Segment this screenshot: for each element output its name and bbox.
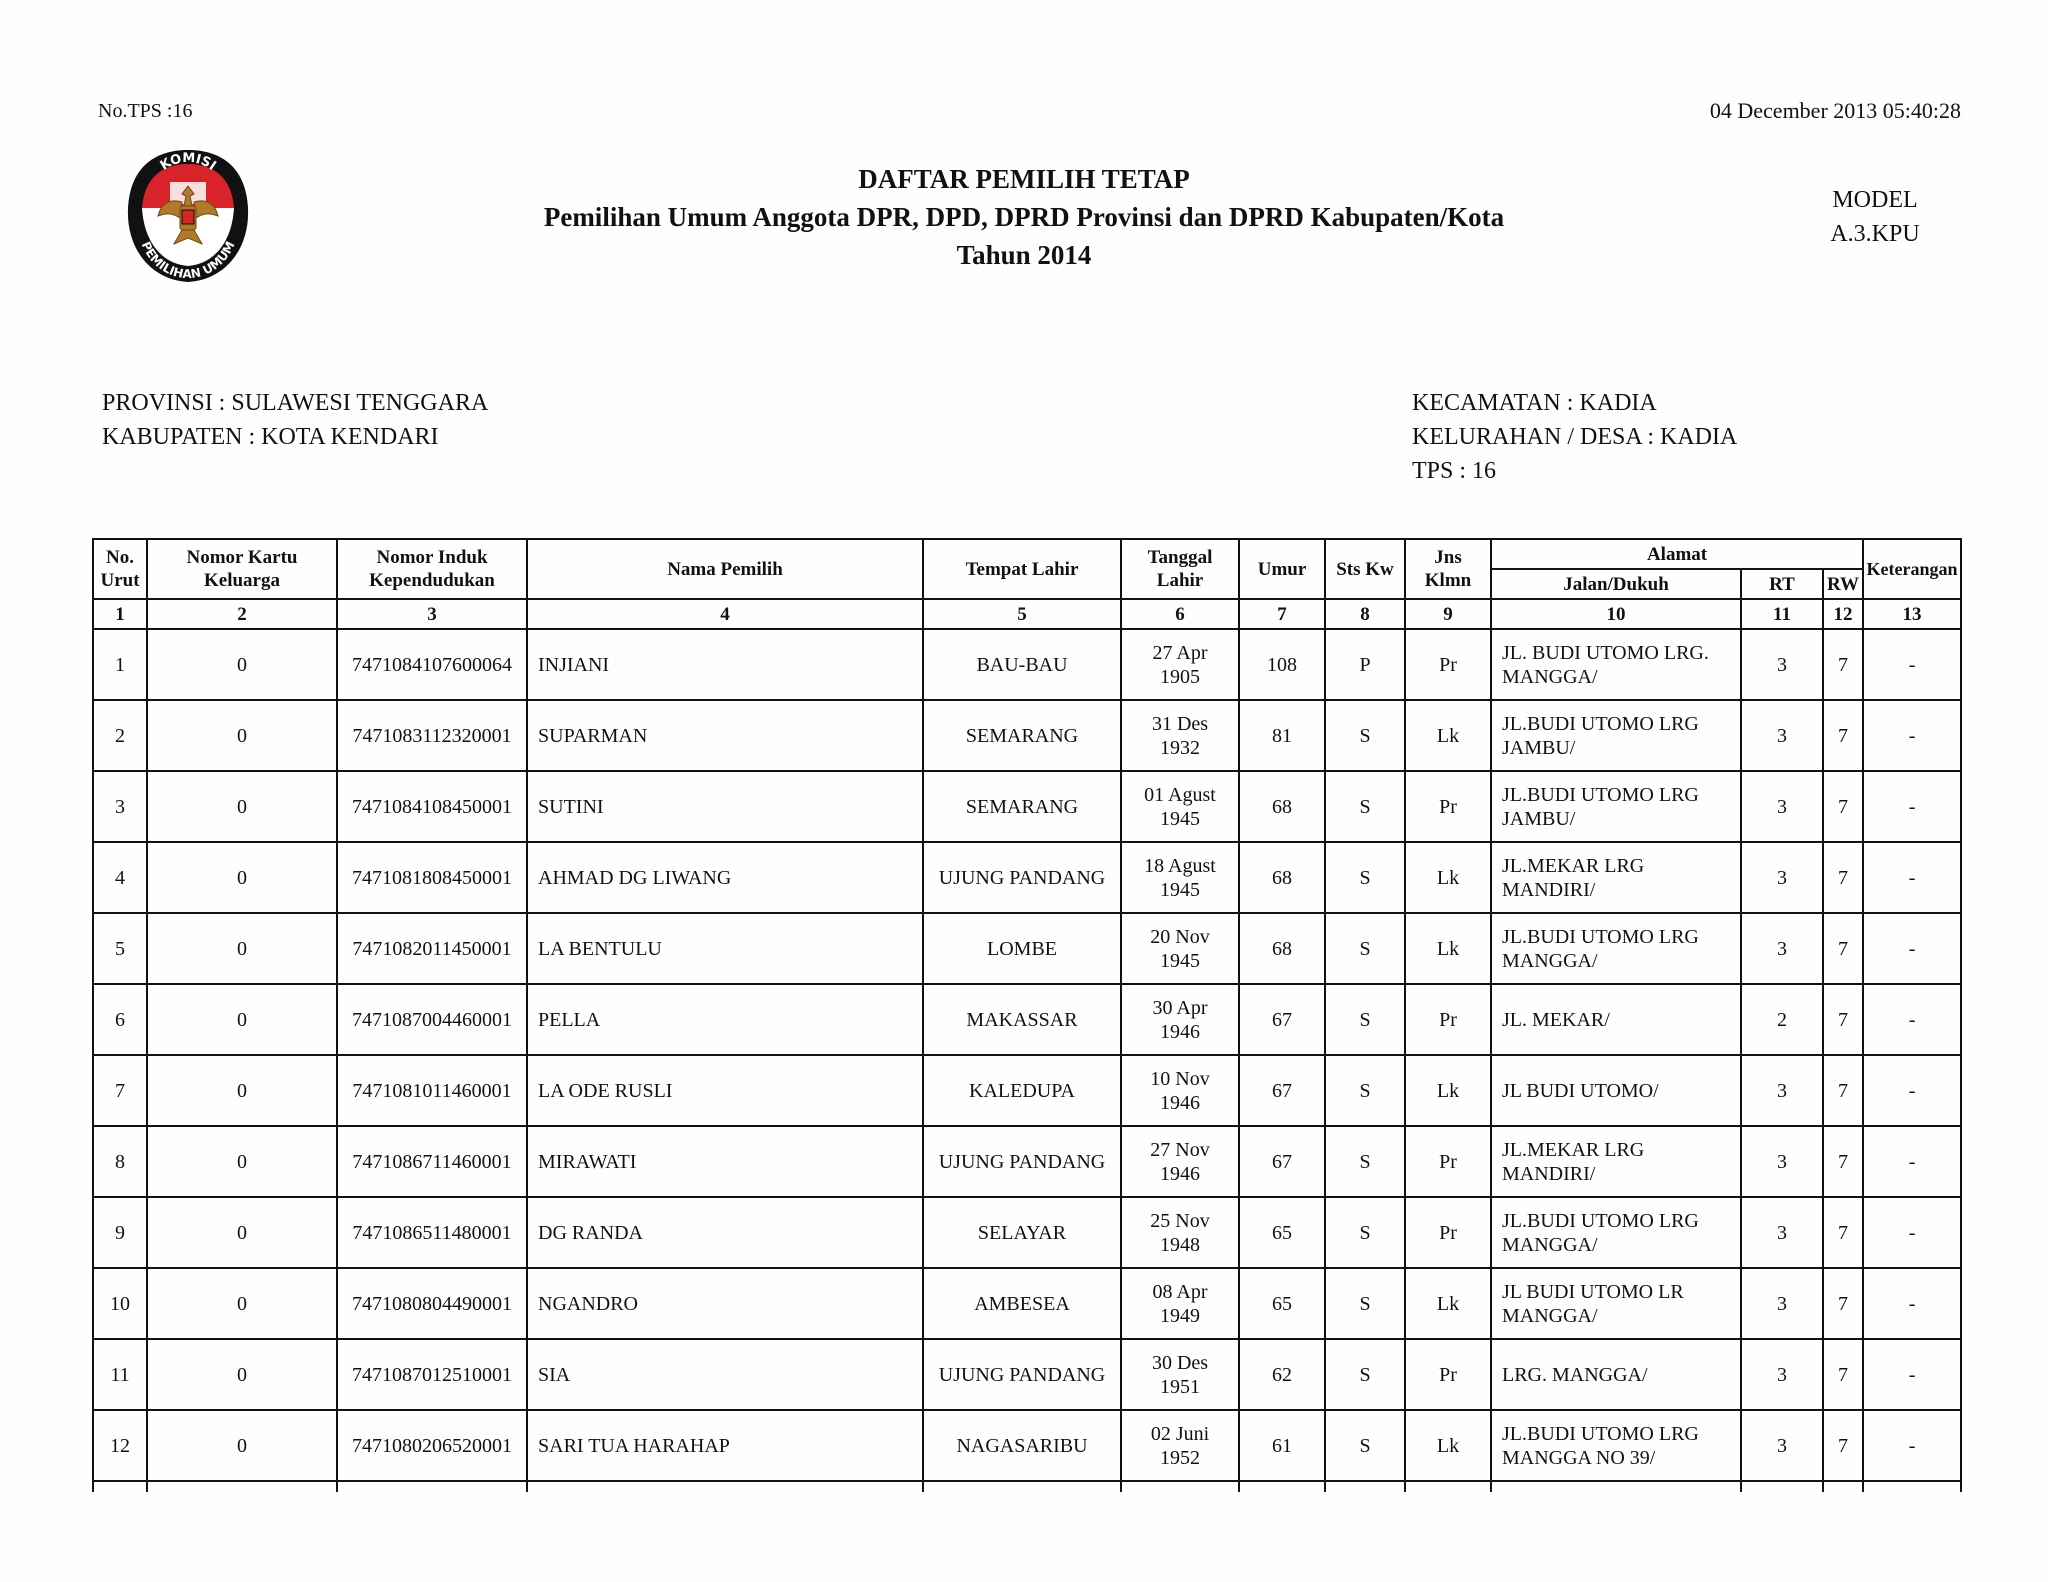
cell-jalan: JL BUDI UTOMO LR MANGGA/: [1491, 1268, 1741, 1339]
cell-nama: SARI TUA HARAHAP: [527, 1410, 923, 1481]
document-title: DAFTAR PEMILIH TETAP: [858, 164, 1190, 194]
cell-tempat-lahir: SEMARANG: [923, 700, 1121, 771]
column-number: 4: [527, 599, 923, 629]
cell-jns-klmn: Pr: [1405, 629, 1491, 700]
cell-tempat-lahir: SEMARANG: [923, 771, 1121, 842]
cell-jns-klmn: Pr: [1405, 1197, 1491, 1268]
cell-no-urut: 2: [93, 700, 147, 771]
header-rw: RW: [1823, 569, 1863, 599]
cell-jalan: JL.BUDI UTOMO LRG JAMBU/: [1491, 700, 1741, 771]
cell-tempat-lahir: SELAYAR: [923, 1197, 1121, 1268]
cell-nomor-kk: 0: [147, 842, 337, 913]
cell-nama: LA ODE RUSLI: [527, 1055, 923, 1126]
cell-jns-klmn: Lk: [1405, 842, 1491, 913]
cell-nomor-kk: 0: [147, 1126, 337, 1197]
cell-jalan: JL.BUDI UTOMO LRG MANGGA NO 39/: [1491, 1410, 1741, 1481]
cell-nomor-kk: 0: [147, 1055, 337, 1126]
column-number: 7: [1239, 599, 1325, 629]
cell-tempat-lahir: MAKASSAR: [923, 984, 1121, 1055]
cell-jns-klmn: Pr: [1405, 1126, 1491, 1197]
print-timestamp: 04 December 2013 05:40:28: [1709, 98, 1961, 123]
kecamatan: KECAMATAN : KADIA: [1412, 390, 1657, 416]
cell-sts-kw: S: [1325, 1197, 1405, 1268]
cell-nik: 7471083112320001: [337, 700, 527, 771]
cell-no-urut: 4: [93, 842, 147, 913]
cell-sts-kw: S: [1325, 1055, 1405, 1126]
header-no-urut: No. Urut: [93, 539, 147, 599]
cell-sts-kw: S: [1325, 1268, 1405, 1339]
cell-umur: 65: [1239, 1197, 1325, 1268]
cell-nama: LA BENTULU: [527, 913, 923, 984]
cell-umur: 68: [1239, 771, 1325, 842]
continuation-cell: [93, 1481, 147, 1492]
tps-number: No.TPS :16: [98, 100, 193, 122]
cell-umur: 81: [1239, 700, 1325, 771]
cell-no-urut: 7: [93, 1055, 147, 1126]
cell-tempat-lahir: UJUNG PANDANG: [923, 842, 1121, 913]
cell-jns-klmn: Lk: [1405, 913, 1491, 984]
continuation-cell: [147, 1481, 337, 1492]
cell-no-urut: 5: [93, 913, 147, 984]
cell-sts-kw: P: [1325, 629, 1405, 700]
column-number: 11: [1741, 599, 1823, 629]
cell-tanggal-lahir: 30 Apr 1946: [1121, 984, 1239, 1055]
continuation-cell: [923, 1481, 1121, 1492]
provinsi: PROVINSI : SULAWESI TENGGARA: [102, 390, 489, 416]
cell-rt: 3: [1741, 842, 1823, 913]
cell-sts-kw: S: [1325, 700, 1405, 771]
cell-nama: INJIANI: [527, 629, 923, 700]
table-row: [93, 842, 1961, 913]
cell-rw: 7: [1823, 984, 1863, 1055]
cell-jalan: JL.MEKAR LRG MANDIRI/: [1491, 1126, 1741, 1197]
column-number: 5: [923, 599, 1121, 629]
cell-tanggal-lahir: 02 Juni 1952: [1121, 1410, 1239, 1481]
cell-keterangan: -: [1863, 1268, 1961, 1339]
cell-jns-klmn: Lk: [1405, 1410, 1491, 1481]
cell-umur: 61: [1239, 1410, 1325, 1481]
document-year: Tahun 2014: [956, 240, 1092, 270]
cell-jns-klmn: Pr: [1405, 1339, 1491, 1410]
cell-jalan: JL BUDI UTOMO/: [1491, 1055, 1741, 1126]
header-nik: Nomor Induk Kependudukan: [337, 539, 527, 599]
cell-nik: 7471082011450001: [337, 913, 527, 984]
cell-umur: 108: [1239, 629, 1325, 700]
cell-tanggal-lahir: 27 Nov 1946: [1121, 1126, 1239, 1197]
cell-rt: 3: [1741, 1268, 1823, 1339]
header-nomor-kk: Nomor Kartu Keluarga: [147, 539, 337, 599]
continuation-cell: [1239, 1481, 1325, 1492]
cell-rw: 7: [1823, 1268, 1863, 1339]
cell-nama: SUPARMAN: [527, 700, 923, 771]
column-number: 3: [337, 599, 527, 629]
cell-rw: 7: [1823, 771, 1863, 842]
cell-keterangan: -: [1863, 629, 1961, 700]
cell-tempat-lahir: LOMBE: [923, 913, 1121, 984]
cell-rw: 7: [1823, 629, 1863, 700]
cell-nik: 7471081011460001: [337, 1055, 527, 1126]
cell-nik: 7471084107600064: [337, 629, 527, 700]
document-subtitle: Pemilihan Umum Anggota DPR, DPD, DPRD Provinsi dan DPRD Kabupaten/Kota: [543, 202, 1505, 232]
header-keterangan: Keterangan: [1863, 539, 1961, 599]
column-number: 10: [1491, 599, 1741, 629]
cell-jns-klmn: Pr: [1405, 771, 1491, 842]
cell-sts-kw: S: [1325, 771, 1405, 842]
table-row: [93, 1268, 1961, 1339]
table-continuation: [93, 1481, 1961, 1492]
cell-tanggal-lahir: 10 Nov 1946: [1121, 1055, 1239, 1126]
cell-nama: SIA: [527, 1339, 923, 1410]
continuation-cell: [1823, 1481, 1863, 1492]
cell-tempat-lahir: UJUNG PANDANG: [923, 1126, 1121, 1197]
cell-nama: PELLA: [527, 984, 923, 1055]
column-number: 1: [93, 599, 147, 629]
cell-nomor-kk: 0: [147, 700, 337, 771]
cell-nomor-kk: 0: [147, 1410, 337, 1481]
header-rt: RT: [1741, 569, 1823, 599]
cell-nik: 7471087012510001: [337, 1339, 527, 1410]
cell-tempat-lahir: UJUNG PANDANG: [923, 1339, 1121, 1410]
cell-rt: 3: [1741, 771, 1823, 842]
cell-nik: 7471080206520001: [337, 1410, 527, 1481]
cell-rw: 7: [1823, 842, 1863, 913]
cell-rt: 3: [1741, 1197, 1823, 1268]
column-number: 2: [147, 599, 337, 629]
cell-rt: 2: [1741, 984, 1823, 1055]
cell-jns-klmn: Lk: [1405, 1268, 1491, 1339]
cell-rt: 3: [1741, 1055, 1823, 1126]
header-alamat: Alamat: [1491, 539, 1863, 569]
cell-nik: 7471081808450001: [337, 842, 527, 913]
cell-keterangan: -: [1863, 1126, 1961, 1197]
cell-rw: 7: [1823, 1055, 1863, 1126]
cell-nomor-kk: 0: [147, 1197, 337, 1268]
table-row: [93, 1410, 1961, 1481]
cell-keterangan: -: [1863, 984, 1961, 1055]
cell-nomor-kk: 0: [147, 1339, 337, 1410]
cell-keterangan: -: [1863, 1339, 1961, 1410]
table-row: [93, 913, 1961, 984]
column-number: 13: [1863, 599, 1961, 629]
cell-rw: 7: [1823, 1126, 1863, 1197]
cell-no-urut: 12: [93, 1410, 147, 1481]
cell-nik: 7471084108450001: [337, 771, 527, 842]
header-tempat-lahir: Tempat Lahir: [923, 539, 1121, 599]
cell-rt: 3: [1741, 1126, 1823, 1197]
header-jalan: Jalan/Dukuh: [1491, 569, 1741, 599]
cell-no-urut: 11: [93, 1339, 147, 1410]
cell-jalan: JL.BUDI UTOMO LRG MANGGA/: [1491, 913, 1741, 984]
continuation-cell: [337, 1481, 527, 1492]
cell-tanggal-lahir: 18 Agust 1945: [1121, 842, 1239, 913]
table-row: [93, 1339, 1961, 1410]
document-title-block: [0, 160, 2048, 274]
cell-rt: 3: [1741, 913, 1823, 984]
cell-rt: 3: [1741, 1339, 1823, 1410]
voter-table: [92, 538, 1962, 1492]
table-row: [93, 700, 1961, 771]
continuation-cell: [527, 1481, 923, 1492]
kelurahan: KELURAHAN / DESA : KADIA: [1412, 424, 1738, 450]
cell-rt: 3: [1741, 629, 1823, 700]
cell-tanggal-lahir: 20 Nov 1945: [1121, 913, 1239, 984]
model-number: A.3.KPU: [1830, 221, 1920, 247]
cell-sts-kw: S: [1325, 913, 1405, 984]
cell-keterangan: -: [1863, 913, 1961, 984]
cell-keterangan: -: [1863, 1197, 1961, 1268]
cell-tanggal-lahir: 27 Apr 1905: [1121, 629, 1239, 700]
cell-rw: 7: [1823, 913, 1863, 984]
cell-rw: 7: [1823, 700, 1863, 771]
cell-umur: 62: [1239, 1339, 1325, 1410]
header-tanggal-lahir: Tanggal Lahir: [1121, 539, 1239, 599]
cell-nik: 7471087004460001: [337, 984, 527, 1055]
cell-jalan: JL. MEKAR/: [1491, 984, 1741, 1055]
cell-jalan: JL.BUDI UTOMO LRG JAMBU/: [1491, 771, 1741, 842]
cell-nama: NGANDRO: [527, 1268, 923, 1339]
cell-nomor-kk: 0: [147, 913, 337, 984]
table-row: [93, 1055, 1961, 1126]
cell-tempat-lahir: AMBESEA: [923, 1268, 1121, 1339]
cell-jalan: JL. BUDI UTOMO LRG. MANGGA/: [1491, 629, 1741, 700]
cell-no-urut: 3: [93, 771, 147, 842]
table-row: [93, 771, 1961, 842]
column-number: 8: [1325, 599, 1405, 629]
cell-tanggal-lahir: 01 Agust 1945: [1121, 771, 1239, 842]
model-label: MODEL: [1832, 187, 1918, 213]
cell-no-urut: 8: [93, 1126, 147, 1197]
continuation-cell: [1741, 1481, 1823, 1492]
cell-nama: AHMAD DG LIWANG: [527, 842, 923, 913]
cell-nik: 7471080804490001: [337, 1268, 527, 1339]
cell-keterangan: -: [1863, 771, 1961, 842]
continuation-cell: [1405, 1481, 1491, 1492]
cell-no-urut: 9: [93, 1197, 147, 1268]
cell-sts-kw: S: [1325, 1126, 1405, 1197]
header-nama: Nama Pemilih: [527, 539, 923, 599]
tps: TPS : 16: [1412, 458, 1497, 484]
cell-nik: 7471086511480001: [337, 1197, 527, 1268]
cell-sts-kw: S: [1325, 1339, 1405, 1410]
column-number: 9: [1405, 599, 1491, 629]
cell-jalan: JL.MEKAR LRG MANDIRI/: [1491, 842, 1741, 913]
cell-jalan: LRG. MANGGA/: [1491, 1339, 1741, 1410]
cell-jalan: JL.BUDI UTOMO LRG MANGGA/: [1491, 1197, 1741, 1268]
cell-no-urut: 1: [93, 629, 147, 700]
cell-nik: 7471086711460001: [337, 1126, 527, 1197]
cell-keterangan: -: [1863, 842, 1961, 913]
header-sts-kw: Sts Kw: [1325, 539, 1405, 599]
column-number: 6: [1121, 599, 1239, 629]
table-row: [93, 1126, 1961, 1197]
location-right: [1412, 386, 1737, 488]
cell-umur: 67: [1239, 984, 1325, 1055]
cell-umur: 67: [1239, 1055, 1325, 1126]
cell-nomor-kk: 0: [147, 629, 337, 700]
location-left: [102, 386, 488, 454]
cell-umur: 65: [1239, 1268, 1325, 1339]
svg-text:KOMISI: KOMISI: [157, 150, 219, 174]
cell-no-urut: 6: [93, 984, 147, 1055]
cell-tanggal-lahir: 31 Des 1932: [1121, 700, 1239, 771]
cell-tempat-lahir: NAGASARIBU: [923, 1410, 1121, 1481]
cell-umur: 68: [1239, 913, 1325, 984]
cell-rw: 7: [1823, 1339, 1863, 1410]
cell-sts-kw: S: [1325, 984, 1405, 1055]
table-row: [93, 1197, 1961, 1268]
cell-keterangan: -: [1863, 1410, 1961, 1481]
continuation-cell: [1325, 1481, 1405, 1492]
cell-umur: 67: [1239, 1126, 1325, 1197]
header-umur: Umur: [1239, 539, 1325, 599]
cell-keterangan: -: [1863, 1055, 1961, 1126]
cell-no-urut: 10: [93, 1268, 147, 1339]
cell-jns-klmn: Lk: [1405, 1055, 1491, 1126]
cell-sts-kw: S: [1325, 842, 1405, 913]
table-row: [93, 984, 1961, 1055]
continuation-cell: [1491, 1481, 1741, 1492]
cell-rt: 3: [1741, 700, 1823, 771]
cell-keterangan: -: [1863, 700, 1961, 771]
cell-rt: 3: [1741, 1410, 1823, 1481]
cell-jns-klmn: Lk: [1405, 700, 1491, 771]
cell-tanggal-lahir: 30 Des 1951: [1121, 1339, 1239, 1410]
header-jns-klmn: Jns Klmn: [1405, 539, 1491, 599]
column-number-row: [93, 599, 1961, 629]
cell-tempat-lahir: KALEDUPA: [923, 1055, 1121, 1126]
cell-jns-klmn: Pr: [1405, 984, 1491, 1055]
cell-nama: DG RANDA: [527, 1197, 923, 1268]
column-number: 12: [1823, 599, 1863, 629]
cell-nama: MIRAWATI: [527, 1126, 923, 1197]
continuation-cell: [1121, 1481, 1239, 1492]
cell-rw: 7: [1823, 1410, 1863, 1481]
cell-tanggal-lahir: 08 Apr 1949: [1121, 1268, 1239, 1339]
cell-nomor-kk: 0: [147, 984, 337, 1055]
cell-sts-kw: S: [1325, 1410, 1405, 1481]
continuation-cell: [1863, 1481, 1961, 1492]
kabupaten: KABUPATEN : KOTA KENDARI: [102, 424, 439, 450]
table-row: [93, 629, 1961, 700]
cell-rw: 7: [1823, 1197, 1863, 1268]
cell-nomor-kk: 0: [147, 771, 337, 842]
cell-nama: SUTINI: [527, 771, 923, 842]
svg-text:PEMILIHAN UMUM: PEMILIHAN UMUM: [138, 239, 238, 282]
cell-tempat-lahir: BAU-BAU: [923, 629, 1121, 700]
cell-tanggal-lahir: 25 Nov 1948: [1121, 1197, 1239, 1268]
cell-nomor-kk: 0: [147, 1268, 337, 1339]
model-code: [1820, 183, 1930, 251]
cell-umur: 68: [1239, 842, 1325, 913]
